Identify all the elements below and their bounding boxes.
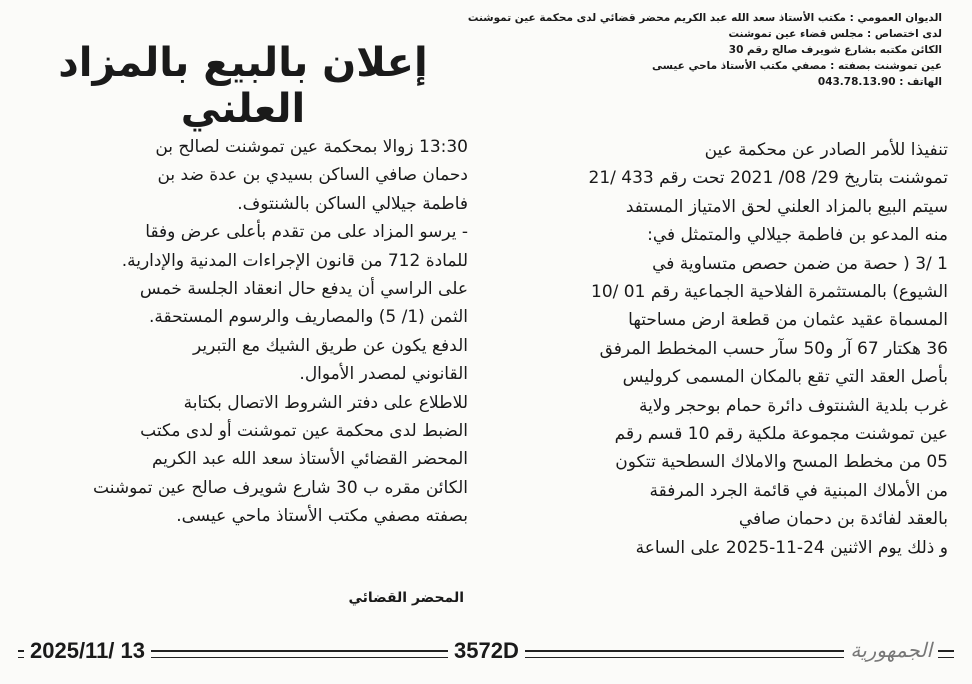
text-line: دحمان صافي الساكن بسيدي بن عدة ضد بن xyxy=(157,165,468,186)
text-line: على الراسي أن يدفع حال انعقاد الجلسة خمس xyxy=(139,279,468,300)
text-line: منه المدعو بن فاطمة جيلالي والمتمثل في: xyxy=(647,225,948,246)
text-line: من الأملاك المبنية في قائمة الجرد المرفقة xyxy=(649,480,948,501)
text-line: المحضر القضائي الأستاذ سعد الله عبد الكريم xyxy=(151,449,468,470)
text-line: للمادة 712 من قانون الإجراءات المدنية والإدارية. xyxy=(121,250,468,271)
text-line: سيتم البيع بالمزاد العلني لحق الامتياز المستفد xyxy=(625,196,948,217)
text-line: فاطمة جيلالي الساكن بالشنتوف. xyxy=(237,193,468,214)
text-line: 05 من مخطط المسح والاملاك السطحية تتكون xyxy=(615,452,948,473)
left-text-column xyxy=(22,133,468,531)
bailiff-office-header xyxy=(467,10,942,90)
text-line: الكائن مقره ب 30 شارع شويرف صالح عين تموشنت xyxy=(93,477,468,498)
text-line: و ذلك يوم الاثنين 24-11-2025 على الساعة xyxy=(635,537,948,558)
text-line: بالعقد لفائدة بن دحمان صافي xyxy=(738,509,948,530)
newspaper-logo: الجمهورية xyxy=(844,638,938,662)
text-line: عين تموشنت مجموعة ملكية رقم 10 قسم رقم xyxy=(614,424,948,445)
text-line: - يرسو المزاد على من تقدم بأعلى عرض وفقا xyxy=(145,222,468,243)
text-line: بأصل العقد التي تقع بالمكان المسمى كروليس xyxy=(622,367,948,388)
office-line: لدى اختصاص : مجلس قضاء عين تموشنت xyxy=(728,28,942,40)
text-line: الثمن (1/ 5) والمصاريف والرسوم المستحقة. xyxy=(148,307,468,328)
text-line: 36 هكتار 67 آر و50 سآر حسب المخطط المرفق xyxy=(599,338,948,359)
text-line: الدفع يكون عن طريق الشيك مع التبرير xyxy=(192,335,468,356)
right-text-column xyxy=(516,136,948,562)
text-line: غرب بلدية الشنتوف دائرة حمام بوحجر ولاية xyxy=(638,395,948,416)
text-line: المسماة عقيد عثمان من قطعة ارض مساحتها xyxy=(628,310,948,331)
text-line: الضبط لدى محكمة عين تموشنت أو لدى مكتب xyxy=(140,421,468,442)
text-line: للاطلاع على دفتر الشروط الاتصال بكتابة xyxy=(183,392,468,413)
footer-date: 2025/11/ 13 xyxy=(24,638,151,664)
text-line: الشيوع) بالمستثمرة الفلاحية الجماعية رقم 01 /10 xyxy=(591,282,948,303)
office-line: الديوان العمومي : مكتب الأستاذ سعد الله عبد الكريم محضر قضائي لدى محكمة عين تموشنت xyxy=(467,12,942,24)
text-line: بصفته مصفي مكتب الأستاذ ماحي عيسى. xyxy=(176,506,468,527)
footer-ad-code: 3572D xyxy=(448,638,525,664)
text-line: تموشنت بتاريخ 29/ 08/ 2021 تحت رقم 433 /21 xyxy=(588,168,948,189)
text-line: 13:30 زوالا بمحكمة عين تموشنت لصالح بن xyxy=(155,137,468,157)
office-phone: الهاتف : 043.78.13.90 xyxy=(817,76,942,88)
signature-bailiff: المحضر القضائي xyxy=(348,590,464,606)
text-line: تنفيذا للأمر الصادر عن محكمة عين xyxy=(704,140,948,160)
office-line: الكائن مكتبه بشارع شويرف صالح رقم 30 xyxy=(728,44,942,56)
office-line: عين تموشنت بصفته : مصفي مكتب الأستاذ ماحي عيسى xyxy=(652,60,942,72)
announcement-headline: إعلان بالبيع بالمزاد العلني xyxy=(58,40,428,132)
text-line: 1 /3 ( حصة من ضمن حصص متساوية في xyxy=(652,253,948,274)
text-line: القانوني لمصدر الأموال. xyxy=(299,364,468,385)
